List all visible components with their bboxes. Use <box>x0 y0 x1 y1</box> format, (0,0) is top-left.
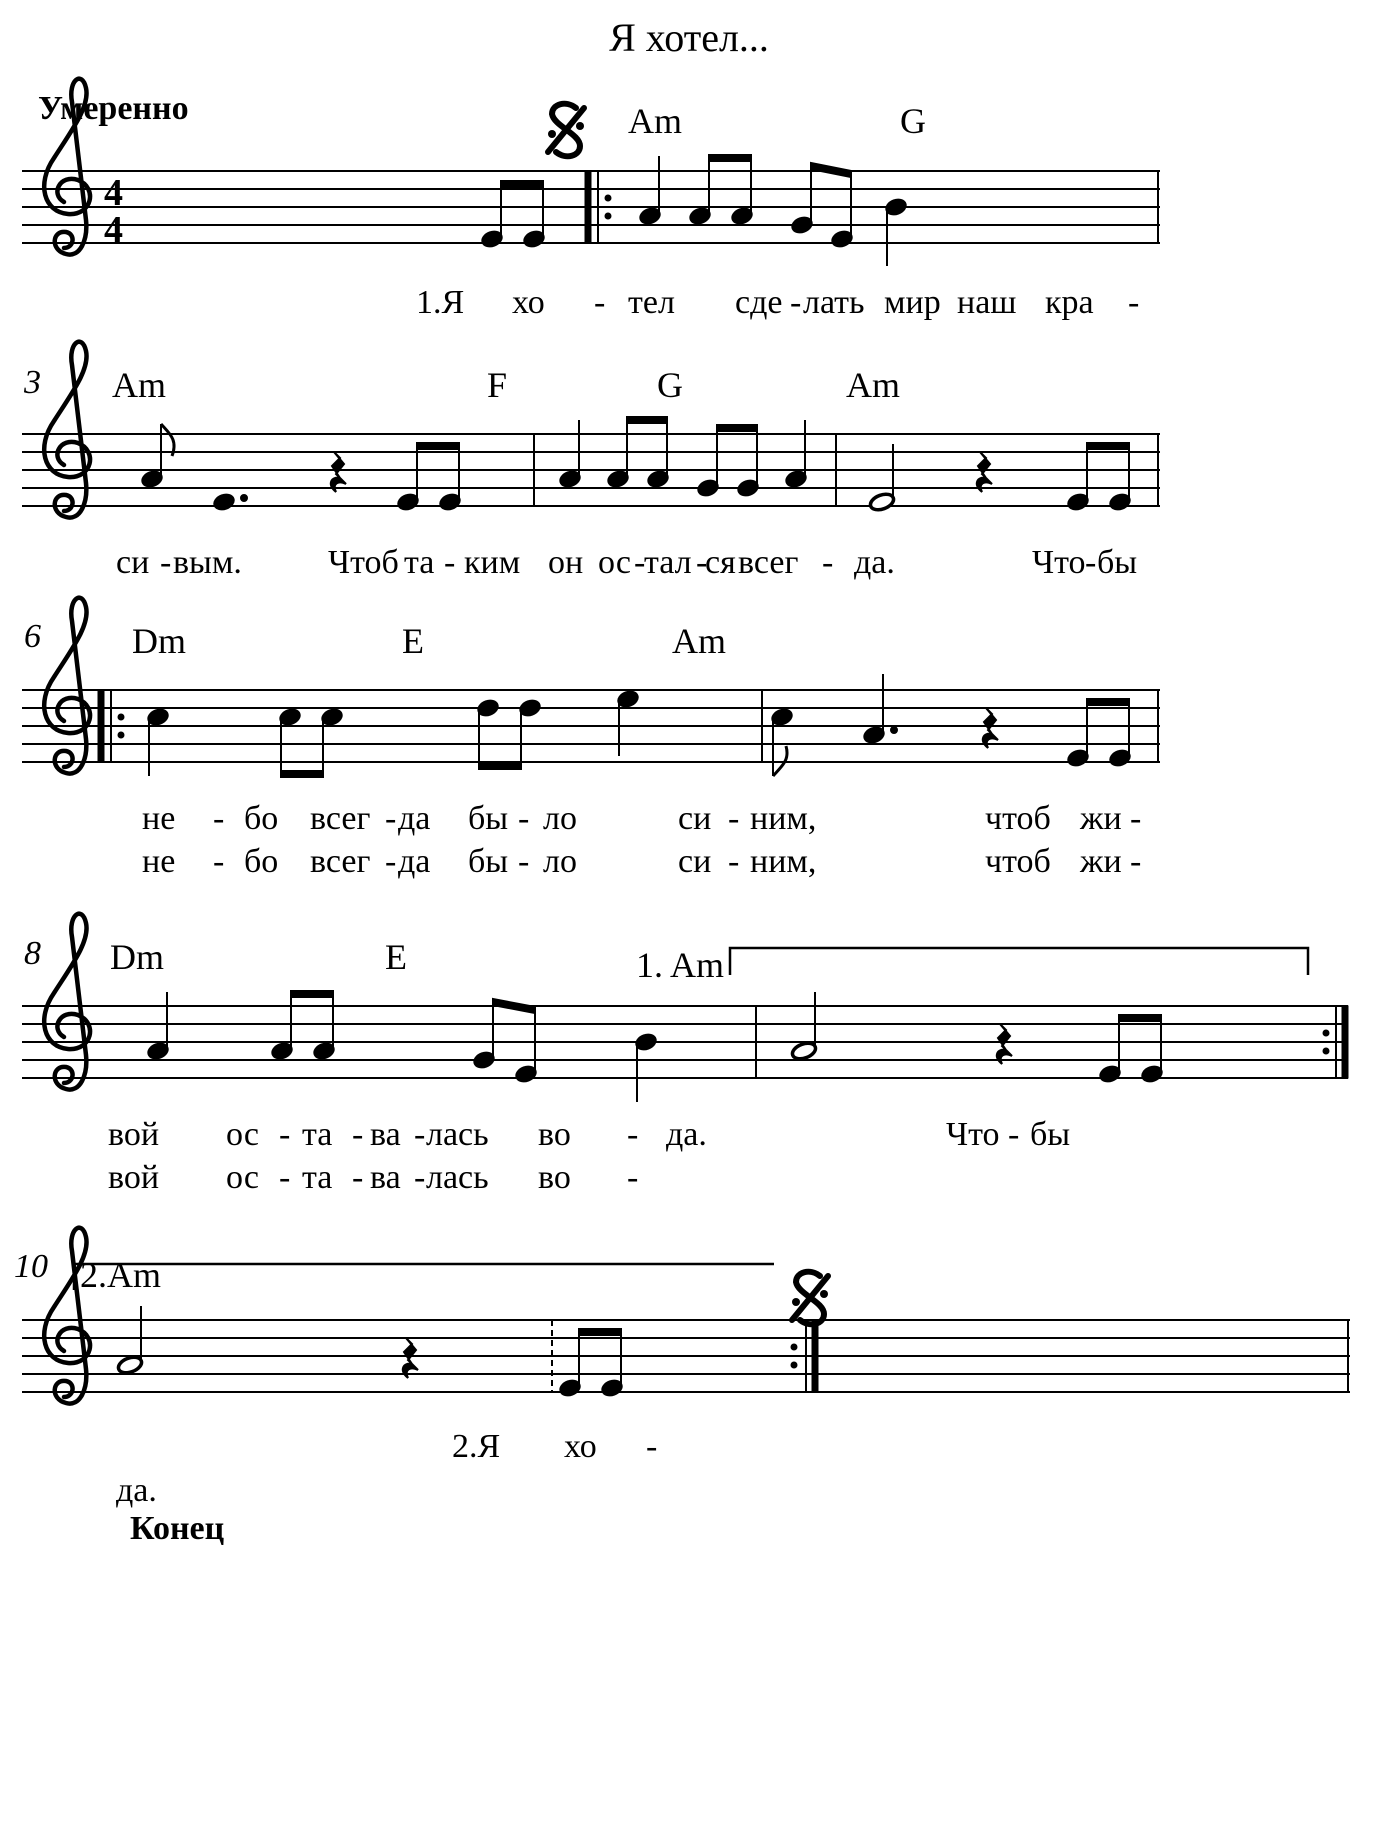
lyric-hyphen: - <box>518 843 530 880</box>
treble-clef-icon <box>44 598 90 774</box>
chord-symbol: F <box>487 365 508 405</box>
lyric-syllable: жи <box>1080 800 1122 837</box>
lyric-syllable: тал <box>644 544 692 581</box>
lyric-syllable: жи <box>1080 843 1122 880</box>
notes-measure-4 <box>558 417 808 498</box>
chord-symbol: Am <box>846 365 900 405</box>
lyric-syllable: бо <box>244 843 279 880</box>
lyric-hyphen: - <box>790 284 802 321</box>
treble-clef-icon <box>44 79 90 255</box>
notes-measure-3 <box>140 424 462 512</box>
lyric-syllable: наш <box>957 284 1017 321</box>
treble-clef-icon <box>44 1228 90 1404</box>
lyric-hyphen: - <box>279 1116 291 1153</box>
chord-symbol: Dm <box>110 937 164 977</box>
lyric-syllable: си <box>116 544 150 581</box>
staff-system-5 <box>22 1320 1350 1392</box>
chord-symbol: E <box>385 937 407 977</box>
lyric-syllable: ло <box>543 843 577 880</box>
chord-symbol: Am <box>672 621 726 661</box>
lyric-syllable: Что <box>946 1116 1000 1153</box>
lyric-syllable: кра <box>1045 284 1094 321</box>
lyric-syllable: да. <box>116 1472 157 1509</box>
lyric-hyphen: - <box>594 284 606 321</box>
lyric-hyphen: - <box>627 1159 639 1196</box>
lyric-hyphen: - <box>1085 544 1097 581</box>
lyric-hyphen: - <box>213 843 225 880</box>
lyric-hyphen: - <box>822 544 834 581</box>
lyric-syllable: вым. <box>173 544 242 581</box>
lyric-hyphen: - <box>160 544 172 581</box>
lyric-syllable: вой <box>108 1159 160 1196</box>
chord-symbol: Am <box>112 365 166 405</box>
lyric-syllable: бы <box>468 800 509 837</box>
lyric-syllable: ло <box>543 800 577 837</box>
lyric-syllable: тел <box>628 284 675 321</box>
lyric-syllable: во <box>538 1116 571 1153</box>
treble-clef-icon <box>44 342 90 518</box>
segno-icon <box>548 104 584 157</box>
lyric-syllable: ким <box>464 544 521 581</box>
lyric-syllable: вой <box>108 1116 160 1153</box>
measure-number: 10 <box>14 1248 48 1285</box>
lyric-hyphen: - <box>1008 1116 1020 1153</box>
chord-symbol: G <box>900 101 926 141</box>
lyric-syllable: ва <box>370 1116 401 1153</box>
volta-2-label: 2.Am <box>80 1255 161 1295</box>
lyric-syllable: ос <box>226 1116 259 1153</box>
lyric-syllable: всег <box>310 843 371 880</box>
lyric-syllable: 2.Я <box>452 1428 501 1465</box>
song-title: Я хотел... <box>609 15 769 60</box>
lyric-syllable: лась <box>426 1159 489 1196</box>
lyric-syllable: во <box>538 1159 571 1196</box>
lyric-syllable: та <box>404 544 435 581</box>
lyric-syllable: всег <box>310 800 371 837</box>
measure-number: 3 <box>24 364 41 401</box>
lyric-syllable: ос <box>598 544 631 581</box>
lyric-syllable: ся <box>705 544 736 581</box>
lyric-syllable: бы <box>468 843 509 880</box>
lyric-syllable: чтоб <box>985 800 1051 837</box>
notes-pickup <box>480 181 546 249</box>
lyric-syllable: да. <box>854 544 895 581</box>
lyric-syllable: хо <box>512 284 545 321</box>
lyric-syllable: сде <box>735 284 783 321</box>
lyric-hyphen: - <box>1130 843 1142 880</box>
notes-measure-5 <box>868 443 1131 513</box>
lyric-hyphen: - <box>385 843 397 880</box>
lyric-hyphen: - <box>352 1116 364 1153</box>
lyric-hyphen: - <box>385 800 397 837</box>
lyric-syllable: ос <box>226 1159 259 1196</box>
lyric-hyphen: - <box>728 800 740 837</box>
lyric-syllable: да <box>398 843 431 880</box>
lyric-syllable: да <box>398 800 431 837</box>
lyric-hyphen: - <box>646 1428 658 1465</box>
lyric-hyphen: - <box>696 544 708 581</box>
lyric-hyphen: - <box>279 1159 291 1196</box>
lyric-syllable: ним, <box>750 800 817 837</box>
lyric-syllable: бы <box>1030 1116 1071 1153</box>
staff-system-2 <box>22 434 1160 506</box>
lyric-hyphen: - <box>352 1159 364 1196</box>
volta-2-bracket <box>74 1264 774 1290</box>
lyric-syllable: та <box>302 1116 333 1153</box>
lyric-hyphen: - <box>444 544 456 581</box>
lyric-hyphen: - <box>634 544 646 581</box>
lyric-syllable: не <box>142 800 176 837</box>
volta-1-bracket <box>730 948 1308 975</box>
lyric-syllable: да. <box>666 1116 707 1153</box>
lyric-syllable: не <box>142 843 176 880</box>
notes-measure-6 <box>146 689 640 777</box>
tempo-marking: Умеренно <box>38 90 189 127</box>
lyric-hyphen: - <box>627 1116 639 1153</box>
time-signature-bottom: 4 <box>104 209 123 251</box>
lyric-hyphen: - <box>728 843 740 880</box>
notes-measure-8 <box>146 991 658 1102</box>
chord-symbol: E <box>402 621 424 661</box>
lyric-hyphen: - <box>1130 800 1142 837</box>
chord-symbol: Am <box>628 101 682 141</box>
lyric-syllable: он <box>548 544 584 581</box>
lyric-hyphen: - <box>518 800 530 837</box>
lyric-hyphen: - <box>414 1159 426 1196</box>
lyric-syllable: си <box>678 843 712 880</box>
chord-symbol: G <box>657 365 683 405</box>
chord-symbol: Dm <box>132 621 186 661</box>
lyric-syllable: лать <box>803 284 865 321</box>
lyric-syllable: чтоб <box>985 843 1051 880</box>
volta-1-label: 1. Am <box>636 945 725 985</box>
lyric-syllable: бы <box>1097 544 1138 581</box>
lyric-syllable: си <box>678 800 712 837</box>
lyric-syllable: 1.Я <box>416 284 465 321</box>
segno-icon <box>792 1272 828 1325</box>
lyric-syllable: всег <box>738 544 799 581</box>
time-signature-top: 4 <box>104 172 123 214</box>
lyric-syllable: ва <box>370 1159 401 1196</box>
lyric-syllable: Что <box>1032 544 1086 581</box>
lyric-syllable: та <box>302 1159 333 1196</box>
lyric-syllable: лась <box>426 1116 489 1153</box>
lyric-syllable: мир <box>884 284 941 321</box>
staff-system-4 <box>22 1006 1160 1078</box>
measure-number: 6 <box>24 618 41 655</box>
lyric-hyphen: - <box>213 800 225 837</box>
measure-number: 8 <box>24 935 41 972</box>
treble-clef-icon <box>44 914 90 1090</box>
lyric-syllable: хо <box>564 1428 597 1465</box>
lyric-hyphen: - <box>414 1116 426 1153</box>
lyric-syllable: Чтоб <box>328 544 399 581</box>
lyric-syllable: ним, <box>750 843 817 880</box>
lyric-hyphen: - <box>1128 284 1140 321</box>
end-marking: Конец <box>130 1510 225 1547</box>
lyric-syllable: бо <box>244 800 279 837</box>
